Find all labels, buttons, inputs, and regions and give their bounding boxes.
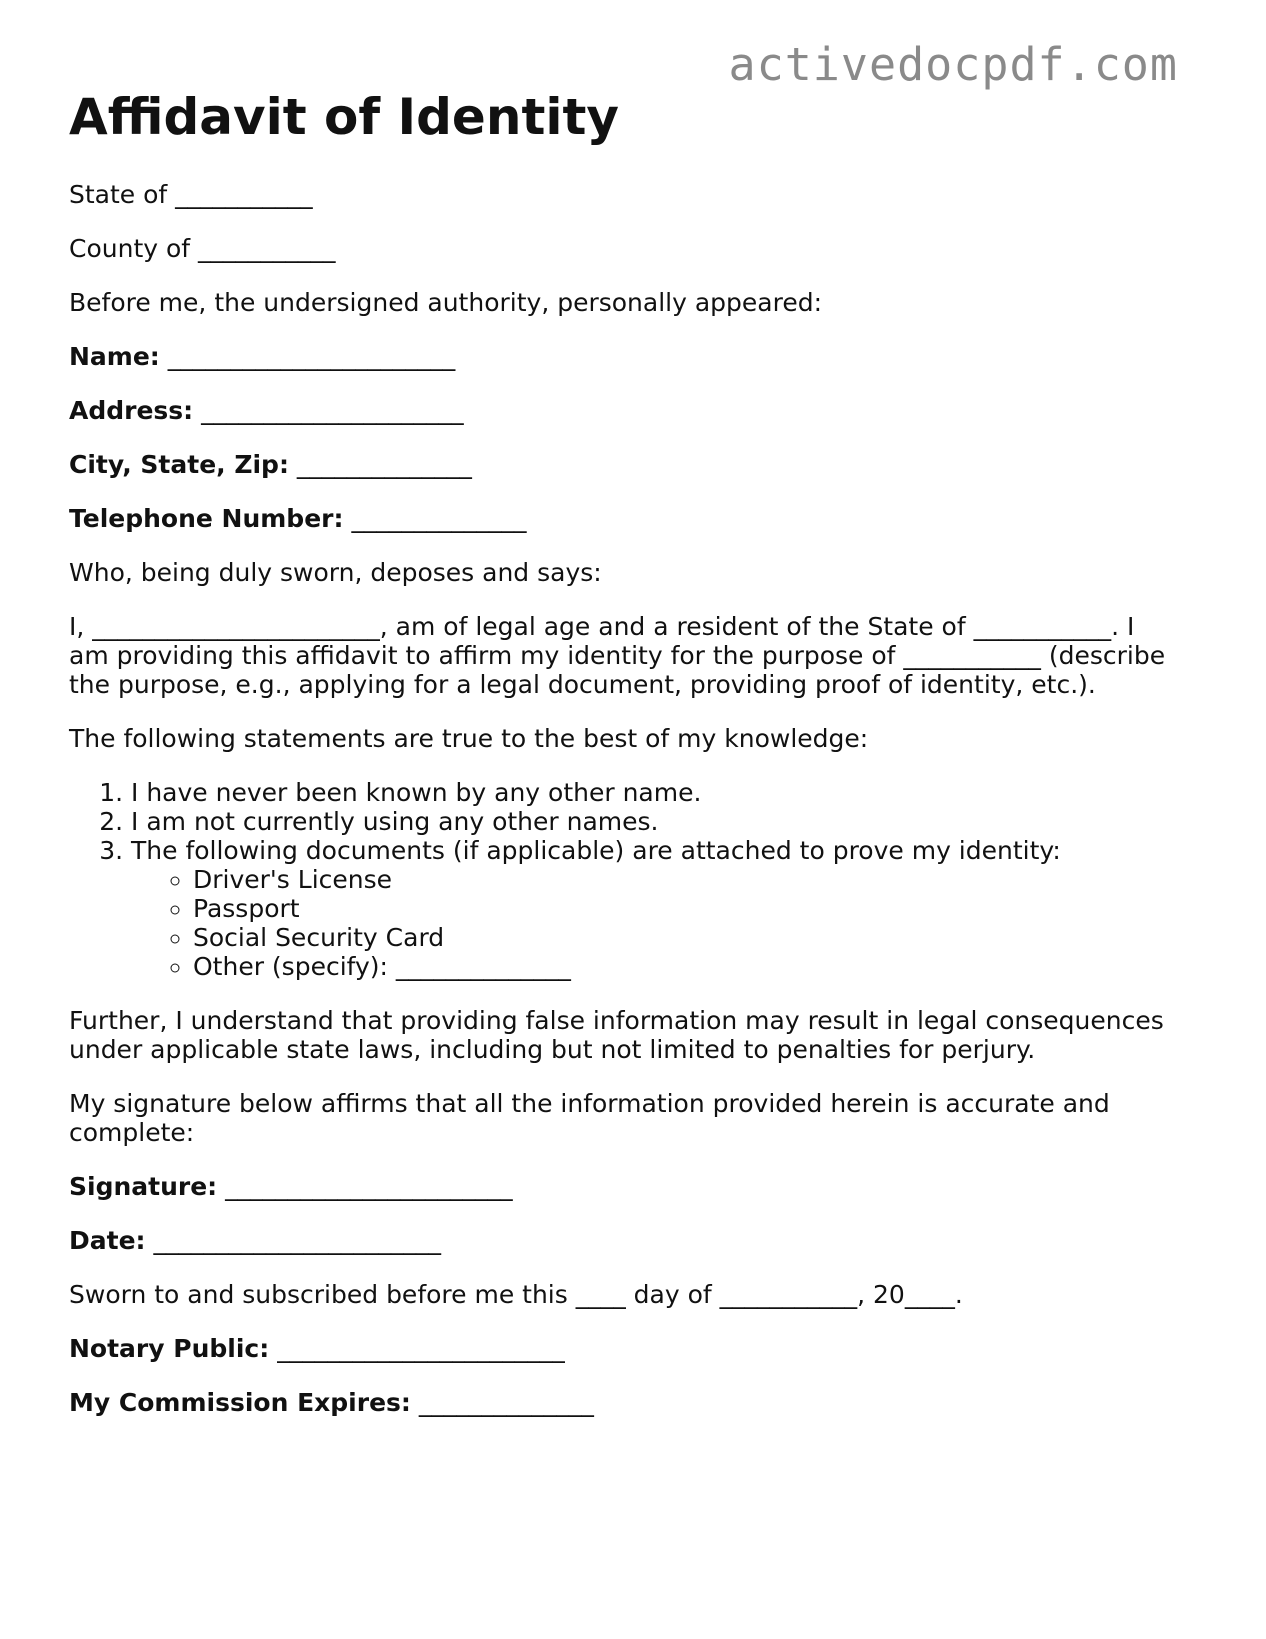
date-label: Date: — [69, 1226, 146, 1255]
document-item: ◦ Social Security Card — [193, 923, 1179, 952]
city-state-zip-blank: ______________ — [296, 450, 472, 479]
address-blank: _____________________ — [201, 396, 464, 425]
watermark: activedocpdf.com — [728, 38, 1178, 91]
document-item: ◦ Passport — [193, 894, 1179, 923]
address-field — [69, 396, 1179, 425]
county-line: County of ___________ — [69, 234, 336, 263]
statement-item — [131, 778, 1179, 807]
signature-affirmation: My signature below affirms that all the information provided herein is accurate and complete: — [69, 1089, 1110, 1147]
commission-blank: ______________ — [418, 1388, 594, 1417]
sworn-statement: Who, being duly sworn, deposes and says: — [69, 558, 602, 587]
city-state-zip-field — [69, 450, 1179, 479]
statements-list — [69, 778, 1179, 981]
sworn-subscribed-line: Sworn to and subscribed before me this ____ day of ___________, 20____. — [69, 1280, 963, 1309]
notary-blank: _______________________ — [277, 1334, 565, 1363]
statement-text: I am not currently using any other names. — [131, 807, 659, 836]
affirmation-paragraph: I, _______________________, am of legal age and a resident of the State of ___________. I am providing this affidavit to affirm my identity for the purpose of ___________ (describe the purpose, e.g., applying for a legal document, providing proof of identity, etc.). — [69, 612, 1166, 699]
telephone-label: Telephone Number: — [69, 504, 344, 533]
name-field — [69, 342, 1179, 371]
name-blank: _______________________ — [167, 342, 456, 371]
commission-field — [69, 1388, 1179, 1417]
intro-line: Before me, the undersigned authority, personally appeared: — [69, 288, 823, 317]
document-page — [69, 82, 1179, 1442]
name-label: Name: — [69, 342, 160, 371]
statement-item — [131, 807, 1179, 836]
city-state-zip-label: City, State, Zip: — [69, 450, 289, 479]
address-label: Address: — [69, 396, 194, 425]
state-line: State of ___________ — [69, 180, 313, 209]
statement-text: I have never been known by any other name. — [131, 778, 702, 807]
signature-blank: _______________________ — [225, 1172, 513, 1201]
notary-field — [69, 1334, 1179, 1363]
document-item: ◦ Other (specify): ______________ — [193, 952, 1179, 981]
statements-intro: The following statements are true to the best of my knowledge: — [69, 724, 869, 753]
signature-label: Signature: — [69, 1172, 218, 1201]
date-field — [69, 1226, 1179, 1255]
documents-list — [131, 865, 1179, 981]
statement-item — [131, 836, 1179, 981]
document-item: ◦ Driver's License — [193, 865, 1179, 894]
date-blank: _______________________ — [153, 1226, 441, 1255]
telephone-field — [69, 504, 1179, 533]
telephone-blank: ______________ — [351, 504, 527, 533]
commission-label: My Commission Expires: — [69, 1388, 411, 1417]
signature-field — [69, 1172, 1179, 1201]
consequences-paragraph: Further, I understand that providing false information may result in legal consequences under applicable state laws, including but not limited to penalties for perjury. — [69, 1006, 1164, 1064]
notary-label: Notary Public: — [69, 1334, 270, 1363]
statement-text: The following documents (if applicable) are attached to prove my identity: — [131, 836, 1061, 865]
document-title: Affidavit of Identity — [69, 88, 619, 146]
